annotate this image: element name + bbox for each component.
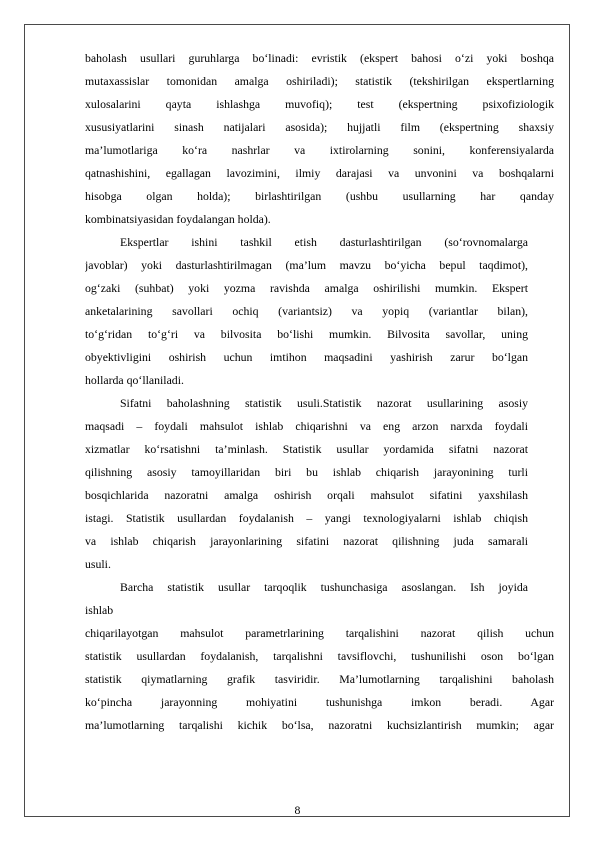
text-line: kombinatsiyasidan foydalangan holda). bbox=[85, 212, 271, 226]
text-line: Ekspertlar ishini tashkil etish dasturlashtirilgan (so‘rovnomalarga bbox=[120, 235, 528, 249]
text-line: ishlab bbox=[85, 603, 114, 617]
text-line: statistik qiymatlarning grafik tasviridir. Ma’lumotlarning tarqalishini baholash bbox=[85, 672, 554, 686]
text-line: ma’lumotlarning tarqalishi kichik bo‘lsa, nazoratni kuchsizlantirish mumkin; agar bbox=[85, 718, 554, 732]
text-line: obyektivligini oshirish uchun imtihon maqsadini yashirish zarur bo‘lgan bbox=[85, 350, 528, 364]
text-line: Barcha statistik usullar tarqoqlik tushunchasiga asoslangan. Ish joyida bbox=[120, 580, 528, 594]
text-line: qatnashishini, egallagan lavozimini, ilmiy darajasi va unvonini va boshqalarni bbox=[85, 166, 554, 180]
text-line: istagi. Statistik usullardan foydalanish – yangi texnologiyalarni ishlab chiqish bbox=[85, 511, 528, 525]
text-line: statistik usullardan foydalanish, tarqalishni tavsiflovchi, tushunilishi oson bo‘lgan bbox=[85, 649, 554, 663]
text-line: chiqarilayotgan mahsulot parametrlarining tarqalishini nazorat qilish uchun bbox=[85, 626, 554, 640]
text-line: maqsadi – foydali mahsulot ishlab chiqarishni va eng arzon narxda foydali bbox=[85, 419, 528, 433]
text-line: anketalarining savollari ochiq (variantsiz) va yopiq (variantlar bilan), bbox=[85, 304, 528, 318]
text-line: xizmatlar ko‘rsatishni ta’minlash. Statistik usullar yordamida sifatni nazorat bbox=[85, 442, 528, 456]
text-line: va ishlab chiqarish jarayonlarining sifatini nazorat qilishning juda samarali bbox=[85, 534, 528, 548]
text-line: javoblar) yoki dasturlashtirilmagan (ma’lum mavzu bo‘yicha bepul taqdimot), bbox=[85, 258, 528, 272]
text-line: ko‘pincha jarayonning mohiyatini tushunishga imkon beradi. Agar bbox=[85, 695, 554, 709]
text-line: bosqichlarida nazoratni amalga oshirish orqali mahsulot sifatini yaxshilash bbox=[85, 488, 528, 502]
text-line: baholash usullari guruhlarga bo‘linadi: evristik (ekspert bahosi o‘zi yoki boshqa bbox=[85, 51, 554, 65]
text-line: ma’lumotlariga ko‘ra nashrlar va ixtirolarning sonini, konferensiyalarda bbox=[85, 143, 554, 157]
text-line: to‘g‘ridan to‘g‘ri va bilvosita bo‘lishi mumkin. Bilvosita savollar, uning bbox=[85, 327, 528, 341]
text-line: Sifatni baholashning statistik usuli.Statistik nazorat usullarining asosiy bbox=[120, 396, 528, 410]
page-number: 8 bbox=[294, 803, 301, 817]
text-line: mutaxassislar tomonidan amalga oshiriladi); statistik (tekshirilgan ekspertlarning bbox=[85, 74, 554, 88]
text-line: xususiyatlarini sinash natijalari asosida); hujjatli film (ekspertning shaxsiy bbox=[85, 120, 554, 134]
text-line: xulosalarini qayta ishlashga muvofiq); test (ekspertning psixofiziologik bbox=[85, 97, 554, 111]
text-line: hisobga olgan holda); birlashtirilgan (ushbu usullarning har qanday bbox=[85, 189, 554, 203]
text-line: qilishning asosiy tamoyillaridan biri bu ishlab chiqarish jarayonining turli bbox=[85, 465, 528, 479]
text-line: usuli. bbox=[85, 557, 111, 571]
text-line: og‘zaki (suhbat) yoki yozma ravishda amalga oshirilishi mumkin. Ekspert bbox=[85, 281, 528, 295]
text-line: hollarda qo‘llaniladi. bbox=[85, 373, 184, 387]
